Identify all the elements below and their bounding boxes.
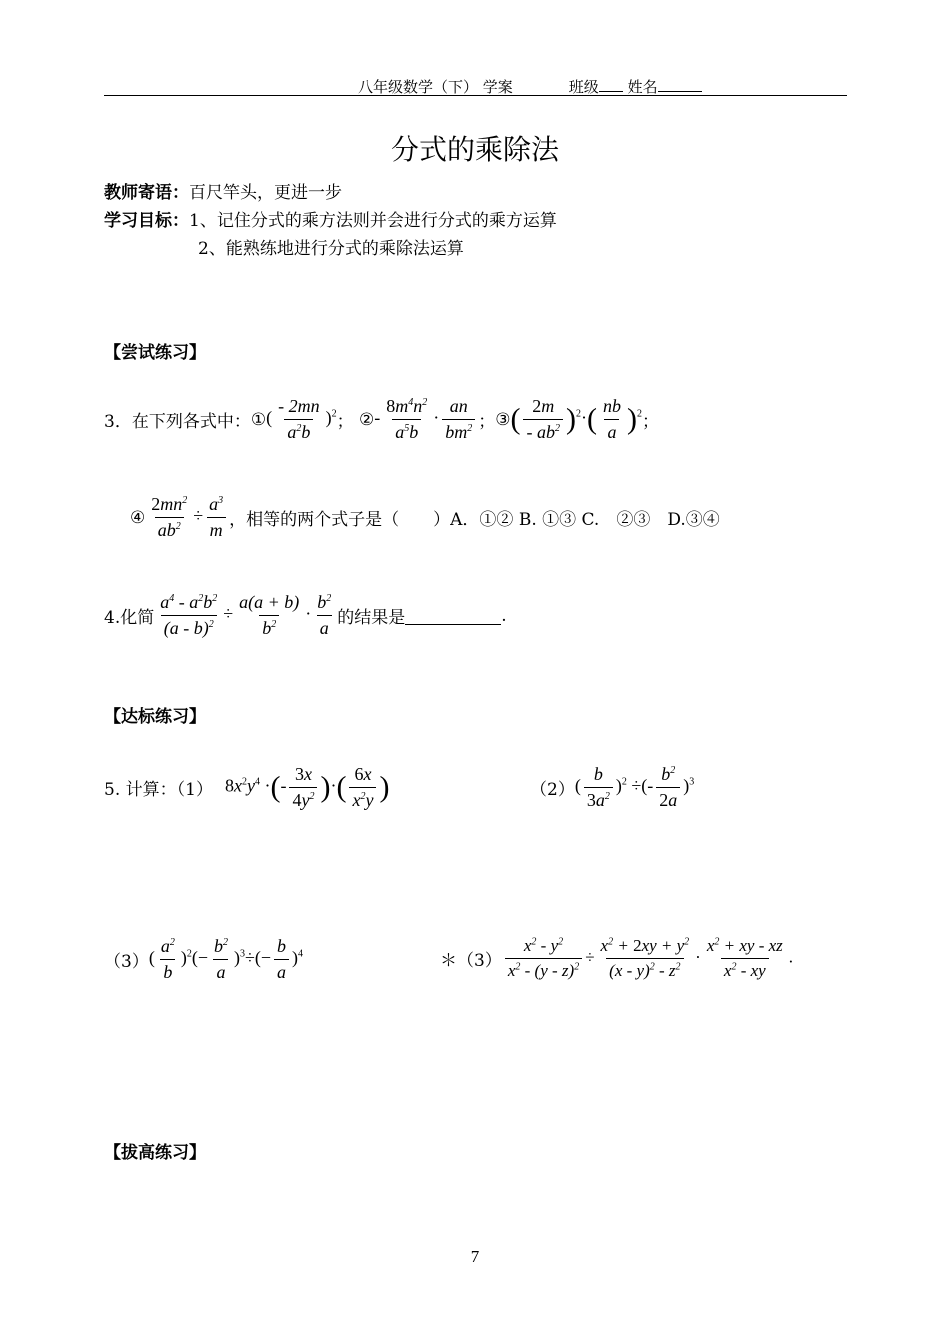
answer-blank — [405, 606, 501, 625]
page-header — [358, 76, 702, 97]
question-3-options — [130, 494, 720, 541]
expr-2: - $\frac{8m^4n^2}{a^5b}$ · $\frac{an}{bm^2}$ — [374, 396, 478, 443]
expr-3: ( $\frac{2m}{- ab^2}$ )$^2$·( $\frac{nb}{a}$ )$^2$ — [510, 396, 642, 442]
name-blank — [658, 91, 702, 92]
q5-part-3-star-label: ＊（3） — [440, 951, 502, 971]
section-try: 【尝试练习】 — [104, 343, 206, 363]
q5-part-3-label: （3） — [104, 952, 149, 972]
q5-part-2-label: （2） — [530, 780, 575, 800]
header-name-label: 姓名 — [627, 78, 658, 96]
q4-suffix: 的结果是 — [337, 608, 406, 628]
choice-4-marker: ④ — [130, 507, 146, 528]
question-4 — [104, 592, 507, 639]
question-5-part-3 — [104, 936, 303, 983]
choice-2-marker: ② — [358, 409, 375, 430]
question-5-part-1 — [104, 764, 389, 811]
question-5-part-2 — [530, 764, 694, 811]
header-class-label: 班级 — [568, 78, 599, 96]
teacher-message-label: 教师寄语： — [104, 183, 189, 203]
expr-4: $\frac{2mn^2}{ab^2}$ ÷ $\frac{a^3}{m}$ — [145, 494, 229, 541]
expr-1: ( $\frac{- 2mn}{a^2b}$ )$^2$ — [266, 396, 337, 442]
question-5-part-3-star — [440, 936, 793, 981]
learning-goals — [104, 206, 557, 231]
goal-item: 1、记住分式的乘方法则并会进行分式的乘方运算 — [189, 211, 557, 231]
q4-end: . — [501, 605, 507, 626]
section-standard: 【达标练习】 — [104, 707, 206, 727]
page-number: 7 — [470, 1247, 480, 1266]
class-blank — [599, 91, 623, 92]
goal-item: 2、能熟练地进行分式的乘除法运算 — [198, 239, 464, 259]
q4-expression: $\frac{a^4 - a^2b^2}{(a - b)^2}$ ÷ $\frac{a(a + b)}{b^2}$ · $\frac{b^2}{a}$ — [160, 592, 332, 638]
q3-prefix: 3．在下列各式中： — [104, 412, 251, 432]
q5-2-expression: ( $\frac{b}{3a^2}$ )$^2$ ÷(- $\frac{b^2}{2a}$ )$^3$ — [574, 764, 695, 810]
page-title: 分式的乘除法 — [390, 133, 559, 166]
teacher-message-text: 百尺竿头，更进一步 — [189, 183, 342, 203]
q5-prefix: 5. 计算：（1） — [104, 780, 213, 800]
question-3: 3．在下列各式中： ① ( $\frac{- 2mn}{a^2b}$ )$^2$ ； ② - $\frac{8m^4n^2}{a^5b}$ · $\frac{an}{bm^2}$ ； ③ ( $\frac{2m}{- ab^2}$ )$^2$·( $\frac{nb}{a}$ )$^2$ ； — [104, 396, 659, 442]
learning-goals-label: 学习目标： — [104, 211, 189, 231]
q3-options-text: ，相等的两个式子是（ ）A．①② B. ①③ C. ②③ D.③④ — [229, 510, 720, 530]
q5-1-expression: $8x^2y^4$ ·(- $\frac{3x}{4y^2}$ )·( $\frac{6x}{x^2y}$ ) — [224, 764, 390, 810]
q5-3-expression: ( $\frac{a^2}{b}$ )$^2$(− $\frac{b^2}{a}$ )$^3$÷(− $\frac{b}{a}$ )$^4$ — [148, 936, 304, 982]
teacher-message — [104, 178, 342, 203]
q4-prefix: 4.化简 — [104, 608, 155, 628]
choice-1-marker: ① — [250, 409, 267, 430]
header-rule — [104, 95, 847, 96]
q5-3-star-expression: $\frac{x^2 - y^2}{x^2 - (y - z)^2}$ ÷ $\frac{x^2 + 2xy + y^2}{(x - y)^2 - z^2}$ · $\frac{x^2 + xy - xz}{x^2 - xy}$ . — [502, 936, 793, 981]
choice-3-marker: ③ — [495, 409, 511, 430]
header-course: 八年级数学（下） 学案 — [358, 78, 513, 96]
section-advanced: 【拔高练习】 — [104, 1143, 206, 1163]
